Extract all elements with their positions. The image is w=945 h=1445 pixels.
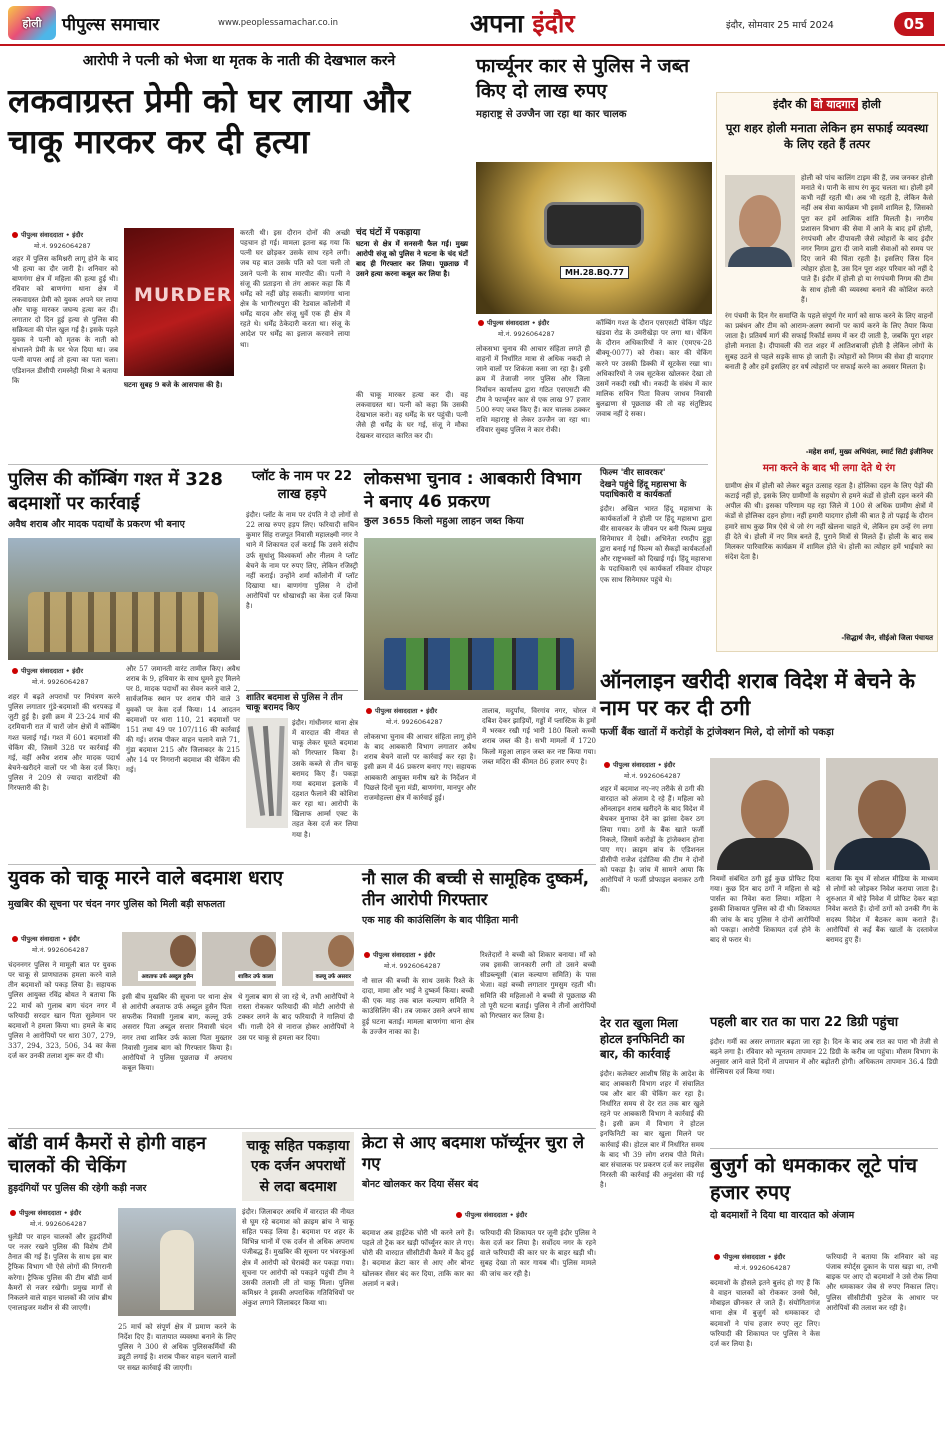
story-bodycam bbox=[8, 1132, 236, 1438]
suspect-photo-3 bbox=[282, 932, 354, 986]
story-knife bbox=[8, 868, 354, 1126]
hotel-headline: देर रात खुला मिला होटल इनफिनिटी का बार, की कार्रवाई bbox=[600, 1016, 685, 1062]
holi-author-1: -महेश शर्मा, मुख्य अभियंता, स्मार्ट सिटी इंजीनियर bbox=[805, 447, 933, 456]
page-number: 05 bbox=[894, 12, 934, 36]
suspect-photo-2 bbox=[202, 932, 276, 986]
face-icon bbox=[170, 935, 196, 967]
murder-sidebar-head: चंद घंटों में पकड़ाया bbox=[356, 228, 421, 238]
byline-dot-icon bbox=[12, 232, 18, 238]
holi-author-photo bbox=[725, 175, 795, 267]
excise-subhead: कुल 3655 किलो महुआ लाहन जब्त किया bbox=[364, 515, 524, 527]
dateline: इंदौर, सोमवार 25 मार्च 2024 bbox=[726, 20, 834, 31]
combing-headline: पुलिस की कॉम्बिंग गश्त में 328 बदमाशों पर कार्रवाई bbox=[8, 469, 223, 515]
combing-byline bbox=[12, 666, 83, 675]
accused-photo-1 bbox=[710, 758, 820, 870]
holi-badge-text: होली bbox=[22, 16, 42, 30]
knife-icon bbox=[248, 726, 265, 816]
knife-subhead: मुखबिर की सूचना पर चंदन नगर पुलिस को मिली बड़ी सफलता bbox=[8, 899, 225, 911]
story-hotel bbox=[600, 1016, 704, 1436]
rape-col-2: रिश्तेदारों ने बच्ची को शिकार बनाया। माँ को जब इसकी जानकारी लगी तो उसने बच्ची सीडब्ल्यूसी (बाल कल्याण समिति) के पास भेजा। वहां बच्ची लगातार गुमसुम रहती थी। समिति की महिलाओं ने बच्ची से पूछताछ की तो पूरी घटना बताई। पुलिस ने तीनों आरोपियों को गिरफ्तार कर लिया है। bbox=[480, 951, 596, 1020]
murder-mobile: मो.नं. 9926064287 bbox=[34, 242, 91, 250]
byline-dot-icon bbox=[604, 762, 610, 768]
gang-body: इंदौर। जिलाबदर अवधि में वारदात की नीयत से घूम रहे बदमाश को क्राइम ब्रांच ने चाकू सहित पकड़ लिया है। बदमाश पर शहर के विभिन्न थानों में एक दर्जन से अधिक अपराध पंजीबद्ध हैं। मुखबिर की सूचना पर भंवरकुआं क्षेत्र में आरोपी को घेराबंदी कर पकड़ा गया। सूचना पर आरोपी को पकड़ने पहुंची टीम ने उसकी तलाशी ली तो चाकू मिला। पुलिस कमिश्नर ने इसकी अपराधिक गतिविधियों पर अंकुश लगाने जिलाबदर किया था। bbox=[242, 1207, 354, 1308]
byline-text: पीपुल्स संवाददाता • इंदौर bbox=[375, 707, 438, 715]
creta-col-2: फरियादी की शिकायत पर जूनी इंदौर पुलिस ने केस दर्ज कर लिया है। सर्वोदय नगर के रहने वाले फरियादी की कार घर के बाहर खड़ी थी। सुबह देखा तो कार गायब थी। पुलिस मामले की जांच कर रही है। bbox=[480, 1229, 596, 1278]
weather-headline: पहली बार रात का पारा 22 डिग्री पहुंचा bbox=[710, 1015, 899, 1030]
holi-kicker bbox=[717, 97, 937, 112]
elderly-col-2: फरियादी ने बताया कि शनिवार को वह पंजाब स्पोर्ट्स दुकान के पास खड़ा था, तभी बाइक पर आए दो बदमाशों ने उसे रोक लिया और धमकाकर जेब से रुपए निकाल लिए। पुलिस सीसीटीवी फुटेज के आधार पर आरोपियों की तलाश कर रही है। bbox=[826, 1253, 938, 1312]
plot-headline: प्लॉट के नाम पर 22 लाख हड़पे bbox=[251, 469, 353, 503]
plot-sidebar-head: शातिर बदमाश से पुलिस ने तीन चाकू बरामद किए bbox=[246, 690, 358, 713]
online-headline: ऑनलाइन खरीदी शराब विदेश में बेचने के नाम पर कर दी ठगी bbox=[600, 669, 915, 721]
fortuner-plate: MH.28.BQ.77 bbox=[560, 266, 629, 279]
creta-byline bbox=[456, 1210, 527, 1219]
bodycam-mobile: मो.नं. 9926064287 bbox=[30, 1220, 87, 1228]
holi-headline: पूरा शहर होली मनाता लेकिन हम सफाई व्यवस्था के लिए रहते हैं तत्पर bbox=[725, 121, 929, 152]
weather-body: इंदौर। गर्मी का असर लगातार बढ़ता जा रहा है। दिन के बाद अब रात का पारा भी तेजी से बढ़ने लगा है। रविवार को न्यूनतम तापमान 22 डिग्री के करीब जा पहुंचा। मौसम विभाग के अनुसार आने वाले दिनों में तापमान में और बढ़ोतरी होगी। अधिकतम तापमान 36.4 डिग्री सेल्सियस दर्ज किया गया। bbox=[710, 1037, 938, 1076]
murder-sidebar bbox=[356, 228, 468, 348]
excise-col-2: तालाब, मदुर्पांच, विरगांव नगर, चोरल में दबिश देकर झाड़ियों, गड्ढों में प्लास्टिक के ड्रमों में भरकर रखी गई भारी 180 किलो कच्ची शराब जब्त की है। सभी मामलों में 1720 किलो महुआ लाहन जब्त कर नष्ट किया गया। जब्त मदिरा की कीमत 86 हजार रुपए है। bbox=[482, 707, 596, 766]
paper-name: पीपुल्स समाचार bbox=[62, 15, 160, 35]
murder-headline: लकवाग्रस्त प्रेमी को घर लाया और चाकू मारकर कर दी हत्या bbox=[8, 80, 411, 161]
murder-col-3: की चाकू मारकर हत्या कर दी। वह लकवाग्रस्त था। पत्नी को कहा कि उसकी देखभाल करो। वह धर्मेंद्र के घर पहुंची। पत्नी जैसे ही धर्मेंद्र के घर गई, संजू ने मौका देखकर वारदात कारित कर दी। bbox=[356, 391, 468, 440]
byline-dot-icon bbox=[12, 668, 18, 674]
accused-photo-2 bbox=[826, 758, 938, 870]
online-byline bbox=[604, 760, 675, 769]
section-name: इंदौर bbox=[532, 9, 575, 38]
holi-body-1: होली को पांच कालिंग टाइम की हैं, जब जनकर होली मनाते थे। पानी के साथ रंग कूद चलता था। होली हमें कभी नहीं रहती थी। अब भी रहती है, लेकिन कैसे नहीं अब सेवा कार्यक्रम भी इसमें शामिल है, जिसको पूरा कर हमें आत्मिक शांति मिलती है। नगरीय प्रशासन विभाग की सेवा में आने के बाद हमें होली, रंगपंचमी और दीपावली जैसे त्योहारों के बाद इंदौर नगर निगम द्वारा दी जाने वाली सेवाओं को समय पर दिए जाने की चिंता रहती है। इसलिए जिस दिन त्योहार होता है, उस दिन पूरा शहर परिवार को नहीं दे पाते हैं। इंदौर में होली हो या रंगपंचमी निगम की टीम के साथ होली की व्यवस्था बनाने की कोशिश करते हैं। bbox=[801, 174, 933, 304]
creta-headline: क्रेटा से आए बदमाश फॉर्च्यूनर चुरा ले गए bbox=[362, 1133, 585, 1174]
creta-subhead: बोनट खोलकर कर दिया सेंसर बंद bbox=[362, 1178, 479, 1190]
rape-byline bbox=[364, 950, 435, 959]
holi-body-3: ग्रामीण क्षेत्र में होली को लेकर बहुत उत्साह रहता है। होलिका दहन के लिए पेड़ों की कटाई नहीं हो, इसके लिए ग्रामीणों के सहयोग से हमने कंडों से होली दहन करने की अपील की थी। इसका परिणाम यह रहा जिले में 100 से अधिक ग्रामीण क्षेत्रों में कंडों से होलिका दहन होगा। नहीं हमारी यादगार होली की बात है तो पढ़ाई के दौरान हमारे साथ कुछ मित्र ऐसे थे जो रंग नहीं खेलना चाहते थे, लेकिन हम उन्हें रंग लगा ही देते थे। होली में नए मित्र बनते हैं, पुराने मित्रों से मिलते हैं। होली के बाद सब मिलकर पारिवारिक कार्यक्रम में शामिल होते थे। होली का त्योहार हमें भाईचारे का संदेश देता है। bbox=[725, 482, 933, 561]
elderly-subhead: दो बदमाशों ने दिया था वारदात को अंजाम bbox=[710, 1210, 855, 1221]
combing-col-1: शहर में बढ़ते अपराधों पर नियंत्रण करने पुलिस लगातार गुंडे-बदमाशों की धरपकड़ में जुटी हुई है। इसी क्रम में 23-24 मार्च की दरमियानी रात में चारों जोन क्षेत्रों में कॉम्बिंग गश्त चलाई गई। गश्त में 601 बदमाशों की चेकिंग की, जिसमें 328 पर कार्रवाई की गई, वहीं अवैध शराब और मादक पदार्थ बेचने-खरीदने वालों पर भी केस दर्ज किए। पुलिस ने 209 से ज्यादा वारंटियों की गिरफ्तारी की है। bbox=[8, 693, 120, 793]
section-title bbox=[470, 6, 575, 40]
story-weather bbox=[710, 1016, 938, 1146]
masthead bbox=[0, 0, 945, 46]
knife-headline: युवक को चाकू मारने वाले बदमाश धराए bbox=[8, 867, 283, 889]
shoulders-icon bbox=[717, 838, 813, 870]
fortuner-col-2: कॉम्बिंग गश्त के दौरान एसएसटी चेकिंग पॉइंट खंडवा रोड के उमरीखेड़ा पर लगा था। चेकिंग के दौरान अधिकारियों ने कार (एमएच-28 बीक्यू-0077) को रोका। कार की चेकिंग करने पर उसकी डिक्की में सूटकेस रखा था। अधिकारियों ने जब सूटकेस खोलकर देखा तो उसमें नकदी रखी थी। नकदी के संबंध में कार मालिक सचिन पिता विजय जाधव निवासी बुलढाणा से पूछताछ की तो वह संतुष्टिप्रद जवाब नहीं दे सका। bbox=[596, 319, 712, 419]
divider bbox=[8, 864, 596, 865]
bodycam-col-1: धुलेंडी पर वाहन चालकों और हुड़दंगियों पर नजर रखने पुलिस की विशेष टीमें तैनात की गई हैं। पुलिस के साथ इस बार ट्रैफिक विभाग भी ऐसे लोगों की निगरानी करेगा। ट्रैफिक पुलिस की टीम बॉडी वार्म कैमरों से नजर रखेगी। प्रमुख मार्गों से निकलने वाले वाहन चालकों की जांच ब्रीथ एनालाइजर मशीन से की जाएगी। bbox=[8, 1233, 112, 1312]
police-group-icon bbox=[28, 592, 218, 652]
combing-photo bbox=[8, 538, 240, 660]
holi-badge bbox=[8, 6, 56, 40]
bodycam-subhead: हुड़दंगियों पर पुलिस की रहेगी कड़ी नजर bbox=[8, 1182, 147, 1194]
byline-dot-icon bbox=[10, 1210, 16, 1216]
combing-mobile: मो.नं. 9926064287 bbox=[32, 678, 89, 686]
online-col-1: शहर में बदमाश नए-नए तरीके से ठगी की वारदात को अंजाम दे रहे हैं। महिला को ऑनलाइन शराब खरीदने के बाद विदेश में बेचकर मुनाफा देने का झांसा देकर ठग लिया गया। ठगों के बैंक खाते फर्जी निकले, जिसमें करोड़ों के ट्रांजेक्शन होना पाए गए। क्राइम ब्रांच के एडिशनल डीसीपी राजेश दंडोतिया की टीम ने दोनों को पकड़ा है। जांच में सामने आया कि आरोपियों ने फर्जी प्रोफाइल बनाकर ठगी की। bbox=[600, 785, 704, 895]
excise-headline: लोकसभा चुनाव : आबकारी विभाग ने बनाए 46 प्रकरण bbox=[364, 469, 582, 512]
holi-red-head: मना करने के बाद भी लगा देते थे रंग bbox=[762, 463, 896, 474]
face-icon bbox=[328, 935, 354, 967]
byline-text: पीपुल्स संवाददाता • इंदौर bbox=[613, 761, 676, 769]
elderly-byline bbox=[714, 1252, 785, 1261]
byline-text: पीपुल्स संवाददाता • इंदौर bbox=[19, 1209, 82, 1217]
plot-sidebar-body: इंदौर। गांधीनगर थाना क्षेत्र में वारदात की नीयत से चाकू लेकर घूमते बदमाश को गिरफ्तार किया है। उसके कब्जे से तीन चाकू बरामद किए हैं। पकड़ा गया बदमाश इलाके में दहशत फैलाने की कोशिश कर रहा था। आरोपी के खिलाफ आर्म्स एक्ट के तहत केस दर्ज कर लिया गया है। bbox=[292, 719, 358, 839]
traffic-police-icon bbox=[160, 1230, 194, 1310]
elderly-mobile: मो.नं. 9926064287 bbox=[734, 1264, 791, 1272]
plot-body: इंदौर। प्लॉट के नाम पर दंपति ने दो लोगों से 22 लाख रुपए हड़प लिए। फरियादी सचिन कुमार सिंह राजपूत निवासी महालक्ष्मी नगर ने थाने में शिकायत दर्ज कराई कि उसने संदीप उर्फ सुधांशु विश्वकर्मा और नीलम ने प्लॉट बेचने के नाम पर रुपए लिए, लेकिन रजिस्ट्री नहीं कराई। उन्होंने शर्मा कॉलोनी में प्लॉट दिखाया था। बाणगंगा पुलिस ने दोनों आरोपियों पर धोखाधड़ी का केस दर्ज किया है। bbox=[246, 511, 358, 611]
knife-photo bbox=[246, 718, 288, 828]
bodycam-byline bbox=[10, 1208, 81, 1217]
story-murder bbox=[8, 50, 470, 462]
knife-byline bbox=[12, 934, 80, 943]
murder-photo-caption: घटना सुबह 9 बजे के आसपास की है। bbox=[124, 380, 223, 389]
car-grille-icon bbox=[544, 202, 644, 248]
hotel-body: इंदौर। कलेक्टर आशीष सिंह के आदेश के बाद आबकारी विभाग शहर में संचालित पब और बार की चेकिंग कर रहा है। निर्धारित समय से देर रात तक बार खुले रहने पर आबकारी विभाग ने कार्रवाई की है। इसी क्रम में विभाग ने होटल इनफिनिटी का बार खुला मिलने पर कार्रवाई की। होटल बार में निर्धारित समय के बाद भी 39 लोग शराब पीते मिले। बार संचालक पर प्रकरण दर्ज कर लाइसेंस निरस्ती की कार्रवाई की अनुशंसा की गई है। bbox=[600, 1069, 704, 1190]
murder-sidebar-body: घटना से क्षेत्र में सनसनी फैल गई। मुख्य आरोपी संजू को पुलिस ने घटना के चंद घंटों बाद ही गिरफ्तार कर लिया। पूछताछ में उसने हत्या करना कबूल कर लिया है। bbox=[356, 238, 468, 279]
holi-kicker-highlight: वो यादगार bbox=[811, 98, 858, 111]
face-icon bbox=[858, 780, 906, 840]
fortuner-subhead: महाराष्ट्र से उज्जैन जा रहा था कार चालक bbox=[476, 109, 627, 121]
murder-kicker: आरोपी ने पत्नी को भेजा था मृतक के नाती की देखभाल करने bbox=[82, 53, 396, 69]
fortuner-headline: फार्च्यूनर कार से पुलिस ने जब्त किए दो लाख रुपए bbox=[476, 55, 690, 102]
byline-dot-icon bbox=[364, 952, 370, 958]
rape-mobile: मो.नं. 9926064287 bbox=[384, 962, 441, 970]
murder-photo bbox=[124, 228, 234, 376]
excise-col-1: लोकसभा चुनाव की आचार संहिता लागू होने के बाद आबकारी विभाग लगातार अवैध शराब बेचने वालों पर कार्रवाई कर रहा है। इसी क्रम में 46 प्रकरण बनाए गए। सहायक आबकारी आयुक्त मनीष खरे के निर्देशन में पिछले दिनों चूना मंडी, बाणगंगा, मानपुर और राजमोहल्ला क्षेत्र में कार्रवाई हुई। bbox=[364, 733, 476, 802]
murder-byline bbox=[12, 230, 83, 239]
story-gang bbox=[242, 1132, 354, 1438]
holi-kicker-pre: इंदौर की bbox=[773, 98, 811, 111]
byline-text: पीपुल्स संवाददाता • इंदौर bbox=[21, 231, 84, 239]
online-mobile: मो.नं. 9926064287 bbox=[624, 772, 681, 780]
film-kicker: फिल्म 'वीर सावरकर' bbox=[600, 468, 666, 478]
byline-dot-icon bbox=[456, 1212, 462, 1218]
suspect-caption-1: अवताफ उर्फ अब्दुल हुसैन bbox=[138, 971, 196, 981]
story-fortuner bbox=[476, 54, 712, 462]
gang-head-box bbox=[242, 1132, 354, 1201]
murder-col-2: करती थी। इस दौरान दोनों की अच्छी पहचान हो गई। मामला इतना बढ़ गया कि पत्नी घर छोड़कर उसके साथ रहने लगी। जब यह बात उसके पति को पता चली तो उसने पत्नी के साथ मारपीट की। पत्नी ने संजू की प्रताड़ना से तंग आकर कहा कि मैं धर्मेंद्र को नहीं छोड़ सकती। बाणगंगा थाना क्षेत्र के भागीरथपुरा की रेडवाल कॉलोनी में धर्मेंद्र यादव और संजू धुर्वे एक ही क्षेत्र में रहते थे। धर्मेंद्र ठेकेदारी करता था। संजू के आदेश पर धर्मेंद्र का इलाज करवाने लाया था। bbox=[240, 229, 350, 349]
online-col-2: नियमों संबंधित ठगी हुई कुछ प्रोफिट दिया गया। कुछ दिन बाद ठगों ने महिला से बड़े पार्सल का निवेश करा लिया। महिला ने इसकी शिकायत पुलिस को दी थी। शिकायत की जांच के बाद पुलिस ने दोनों आरोपियों को पकड़ा। आरोपी शिकायत दर्ज होने के बाद से फरार थे। bbox=[710, 875, 820, 944]
online-col-3: बताया कि यूथ में सोशल मीडिया के माध्यम से लोगों को जोड़कर निवेश कराया जाता है। शुरुआत में थोड़े निवेश में प्रोफिट देकर बड़ा निवेश कराते हैं। दोनों ठगों को उनकी गैंग के सदस्य विदेश में बैठकर काम कराते हैं। आरोपियों से कई बैंक खातों के दस्तावेज बरामद हुए हैं। bbox=[826, 875, 938, 944]
story-holi bbox=[716, 92, 938, 652]
shoulders-icon bbox=[834, 838, 930, 870]
holi-author-2: -सिद्धार्थ जैन, सीईओ जिला पंचायत bbox=[841, 633, 933, 642]
knife-icon bbox=[263, 726, 274, 816]
byline-text: पीपुल्स संवाददाता • इंदौर bbox=[21, 667, 84, 675]
suspect-caption-2: शाकिर उर्फ काला bbox=[235, 971, 276, 981]
byline-dot-icon bbox=[12, 936, 18, 942]
face-icon bbox=[741, 780, 789, 840]
story-online bbox=[600, 668, 938, 944]
online-subhead: फर्जी बैंक खातों में करोड़ों के ट्रांजेक्शन मिले, दो लोगों को पकड़ा bbox=[600, 726, 834, 738]
creta-col-1: बदमाश अब हाईटेक चोरी भी करने लगे हैं। पहले तो ट्रैक कर खड़ी फॉर्च्यूनर कार ले गए। चोरी की वारदात सीसीटीवी कैमरे में कैद हुई है। बदमाश क्रेटा कार से आए और बोनट खोलकर सेंसर बंद कर दिया, ताकि कार का अलार्म न बजे। bbox=[362, 1229, 474, 1288]
bodycam-photo bbox=[118, 1208, 236, 1316]
gang-headline: चाकू सहित पकड़ाया एक दर्जन अपराधों से लदा बदमाश bbox=[246, 1138, 350, 1195]
rape-subhead: एक माह की काउंसिलिंग के बाद पीड़िता मानी bbox=[362, 914, 519, 926]
elderly-headline: बुजुर्ग को धमकाकर लूटे पांच हजार रुपए bbox=[710, 1153, 918, 1204]
story-excise bbox=[364, 468, 596, 860]
story-film bbox=[600, 468, 712, 668]
byline-dot-icon bbox=[714, 1254, 720, 1260]
holi-body-2: रंग पंचमी के दिन गेर समाप्ति के पहले संपूर्ण गेर मार्ग को साफ करने के लिए वाहनों का प्रबंधन और टीम को आराम-अलग स्थानों पर कार्य करने के लिए तैयार किया जाता है। प्रतिवर्ष मार्ग की सफाई रिकॉर्ड समय में कर दी जाती है, जबकि पूरा शहर होली मनाता है। दीपावली की रात शहर में आतिशबाजी होती है लेकिन लोगों के सुबह उठने से पहले सड़कें साफ हो जाती हैं। त्योहारों को निगम की सेवा ही यादगार बनाती है और हमें इसलिए हर वर्ष त्योहारों पर सफाई करने का अवसर मिलता है। bbox=[725, 312, 933, 371]
combing-subhead: अवैध शराब और मादक पदार्थों के प्रकरण भी बनाए bbox=[8, 518, 185, 530]
byline-dot-icon bbox=[366, 708, 372, 714]
byline-text: पीपुल्स संवाददाता • इंदौर bbox=[723, 1253, 786, 1261]
face-icon bbox=[250, 935, 276, 967]
section-prefix: अपना bbox=[470, 9, 533, 38]
byline-text: पीपुल्स संवाददाता • इंदौर bbox=[373, 951, 436, 959]
knife-col-1: चंदननगर पुलिस ने मामूली बात पर युवक पर चाकू से प्राणघातक हमला करने वाले तीन बदमाशों को पकड़ लिया है। सहायक पुलिस आयुक्त रविंद्र बोयत ने बताया कि 22 मार्च को गुलाब बाग चंदन नगर में फरियादी सरदार खान पिता सुलेमान पर बदमाशों ने हमला किया था। हमले के बाद पुलिस ने आरोपियों पर धारा 307, 279, 337, 294, 323, 506, 34 का केस दर्ज कर उनकी तलाश शुरू कर दी थी। bbox=[8, 961, 116, 1061]
divider bbox=[8, 464, 708, 465]
suspect-photo-1 bbox=[122, 932, 196, 986]
shoulders-icon bbox=[728, 247, 792, 267]
fortuner-col-1: लोकसभा चुनाव की आचार संहिता लगते ही वाहनों में निर्धारित मात्रा से अधिक नकदी ले जाने वालों पर शिकंजा कसा जा रहा है। इसी क्रम में तेजाजी नगर पुलिस और जिला निर्वाचन कार्यालय द्वारा गठित एसएसटी की टीम ने फार्च्यूनर कार से एक लाख 97 हजार 500 रुपए जब्त किए हैं। कार चालक ठक्कर राशि महाराष्ट्र से लेकर उज्जैन जा रहा था। रविवार सुबह पुलिस ने कार रोकी। bbox=[476, 345, 590, 435]
excise-byline bbox=[366, 706, 437, 715]
divider bbox=[710, 1148, 938, 1149]
suspect-caption-3: कल्लू उर्फ असरार bbox=[313, 971, 354, 981]
film-body: इंदौर। अखिल भारत हिंदू महासभा के कार्यकर्ताओं ने होली पर हिंदू महासभा द्वारा वीर सावरकर के जीवन पर बनी फिल्म प्रमुख सिनेमाघर में देखी। अभिनेता रणदीप हुड्डा द्वारा बनाई गई फिल्म को सैकड़ों कार्यकर्ताओं और राष्ट्रभक्तों को दिखाई गई। हिंदू महासभा के पदाधिकारी एवं कार्यकर्ता रविवार दोपहर एक साथ सिनेमाघर पहुंचे थे। bbox=[600, 504, 712, 584]
bodycam-col-2: 25 मार्च को संपूर्ण क्षेत्र में प्रमाण करने के निर्देश दिए हैं। यातायात व्यवस्था बनाने के लिए पुलिस ने 300 से अधिक पुलिसकर्मियों की ड्यूटी लगाई है। शराब पीकर वाहन चलाने वालों पर सख्त कार्रवाई की जाएगी। bbox=[118, 1323, 236, 1372]
face-icon bbox=[739, 195, 781, 249]
knife-col-3: थे गुलाब बाग से जा रहे थे, तभी आरोपियों ने रास्ता रोककर फरियादी की मोटी आरोपी से टक्कर लगने के बाद फरियादी ने गालियां दी थीं। गाली देने से नाराज होकर आरोपियों ने उस पर चाकू से हमला कर दिया। bbox=[238, 993, 354, 1042]
byline-dot-icon bbox=[478, 320, 484, 326]
knife-col-2: इसी बीच मुखबिर की सूचना पर थाना क्षेत्र से आरोपी अवताफ उर्फ अब्दुल हुसैन पिता सफरीक निवासी गुलाब बाग, कल्लू उर्फ असरार पिता अब्दुल सत्तार निवासी चंदन नगर तथा शाकिर उर्फ काला पिता मुख्तार निवासी गुलाब बाग को गिरफ्तार किया है। आरोपियों ने पुलिस पूछताछ में अपराध कबूल किया। bbox=[122, 993, 232, 1072]
story-rape bbox=[362, 868, 596, 1126]
murder-photo-label: MURDER bbox=[134, 284, 233, 306]
film-headline: देखने पहुंचे हिंदू महासभा के पदाधिकारी व कार्यकर्ता bbox=[600, 480, 687, 501]
rape-col-1: नौ साल की बच्ची के साथ उसके रिश्ते के दादा, मामा और भाई ने दुष्कर्म किया। बच्ची की एक माह तक बाल कल्याण समिति ने काउंसिलिंग की। तब जाकर उसने अपने साथ हुई घटना बताई। मामला बाणगंगा थाना क्षेत्र के उज्जैन नाका का है। bbox=[362, 977, 474, 1036]
fortuner-byline bbox=[478, 318, 549, 327]
story-combing bbox=[8, 468, 240, 860]
knife-icon bbox=[276, 726, 284, 816]
drums-icon bbox=[384, 638, 574, 690]
byline-text: पीपुल्स संवाददाता • इंदौर bbox=[465, 1211, 528, 1219]
fortuner-photo bbox=[476, 162, 712, 314]
fortuner-mobile: मो.नं. 9926064287 bbox=[498, 330, 555, 338]
bodycam-headline: बॉडी वार्म कैमरों से होगी वाहन चालकों की चेकिंग bbox=[8, 1133, 207, 1178]
murder-col-1: शहर में पुलिस कमिश्नरी लागू होने के बाद भी हत्या का दौर जारी है। शनिवार को बाणगंगा क्षेत्र में महिला की हत्या हुई थी। रविवार को बाणगंगा थाना क्षेत्र में लकवाग्रस्त प्रेमी को युवक अपने घर लाया और चाकू मारकर जघन्य हत्या कर दी। लगातार दो दिन हुई हत्या से पुलिस की सक्रियता की पोल खुल गई है। इसके पहले युवक ने पत्नी को मृतक के नाती को संभालने प्रेमी के घर भेज दिया था। जब पत्नी वापस आई तो हत्या का पता चला। एडिशनल डीसीपी रामस्नेही मिश्रा ने बताया कि bbox=[12, 255, 118, 385]
elderly-col-1: बदमाशों के हौसले इतने बुलंद हो गए हैं कि वे वाहन चालकों को रोककर उनसे पैसे, मोबाइल छीनकर ले जाते हैं। संयोगितागंज थाना क्षेत्र में बुजुर्ग को धमकाकर दो बदमाशों ने पांच हजार रुपए लूट लिए। फरियादी की शिकायत पर पुलिस ने केस दर्ज कर लिया है। bbox=[710, 1279, 820, 1348]
website[interactable]: www.peoplessamachar.co.in bbox=[218, 18, 339, 28]
story-plot bbox=[246, 468, 358, 860]
excise-mobile: मो.नं. 9926064287 bbox=[386, 718, 443, 726]
excise-photo bbox=[364, 538, 596, 700]
story-creta bbox=[362, 1132, 596, 1438]
byline-text: पीपुल्स संवाददाता • इंदौर bbox=[487, 319, 550, 327]
rape-headline: नौ साल की बच्ची से सामूहिक दुष्कर्म, तीन आरोपी गिरफ्तार bbox=[362, 869, 590, 910]
byline-text: पीपुल्स संवादाता • इंदौर bbox=[21, 935, 80, 943]
combing-col-2: और 57 जमानती वारंट तामील किए। अवैध शराब के 9, हथियार के साथ घूमने हुए मिलने पर 8, मादक पदार्थों का सेवन करने वाले 2, सार्वजनिक स्थान पर शराब पीने वाले 3 युवकों पर केस दर्ज किया। 14 आदतन बदमाशों पर धारा 110, 21 बदमाशों पर 151 तथा 49 पर 107/116 की कार्रवाई की गई। शराब पीकर वाहन चलाने वाले 71, गुंडा बदमाश 215 और जिलाबदर के 215 और 14 पर निगरानी बदमाश की चेकिंग की गई। bbox=[126, 665, 240, 775]
holi-kicker-post: होली bbox=[858, 98, 881, 111]
knife-mobile: मो.नं. 9926064287 bbox=[32, 946, 89, 954]
story-elderly bbox=[710, 1152, 938, 1438]
divider bbox=[8, 1128, 596, 1129]
